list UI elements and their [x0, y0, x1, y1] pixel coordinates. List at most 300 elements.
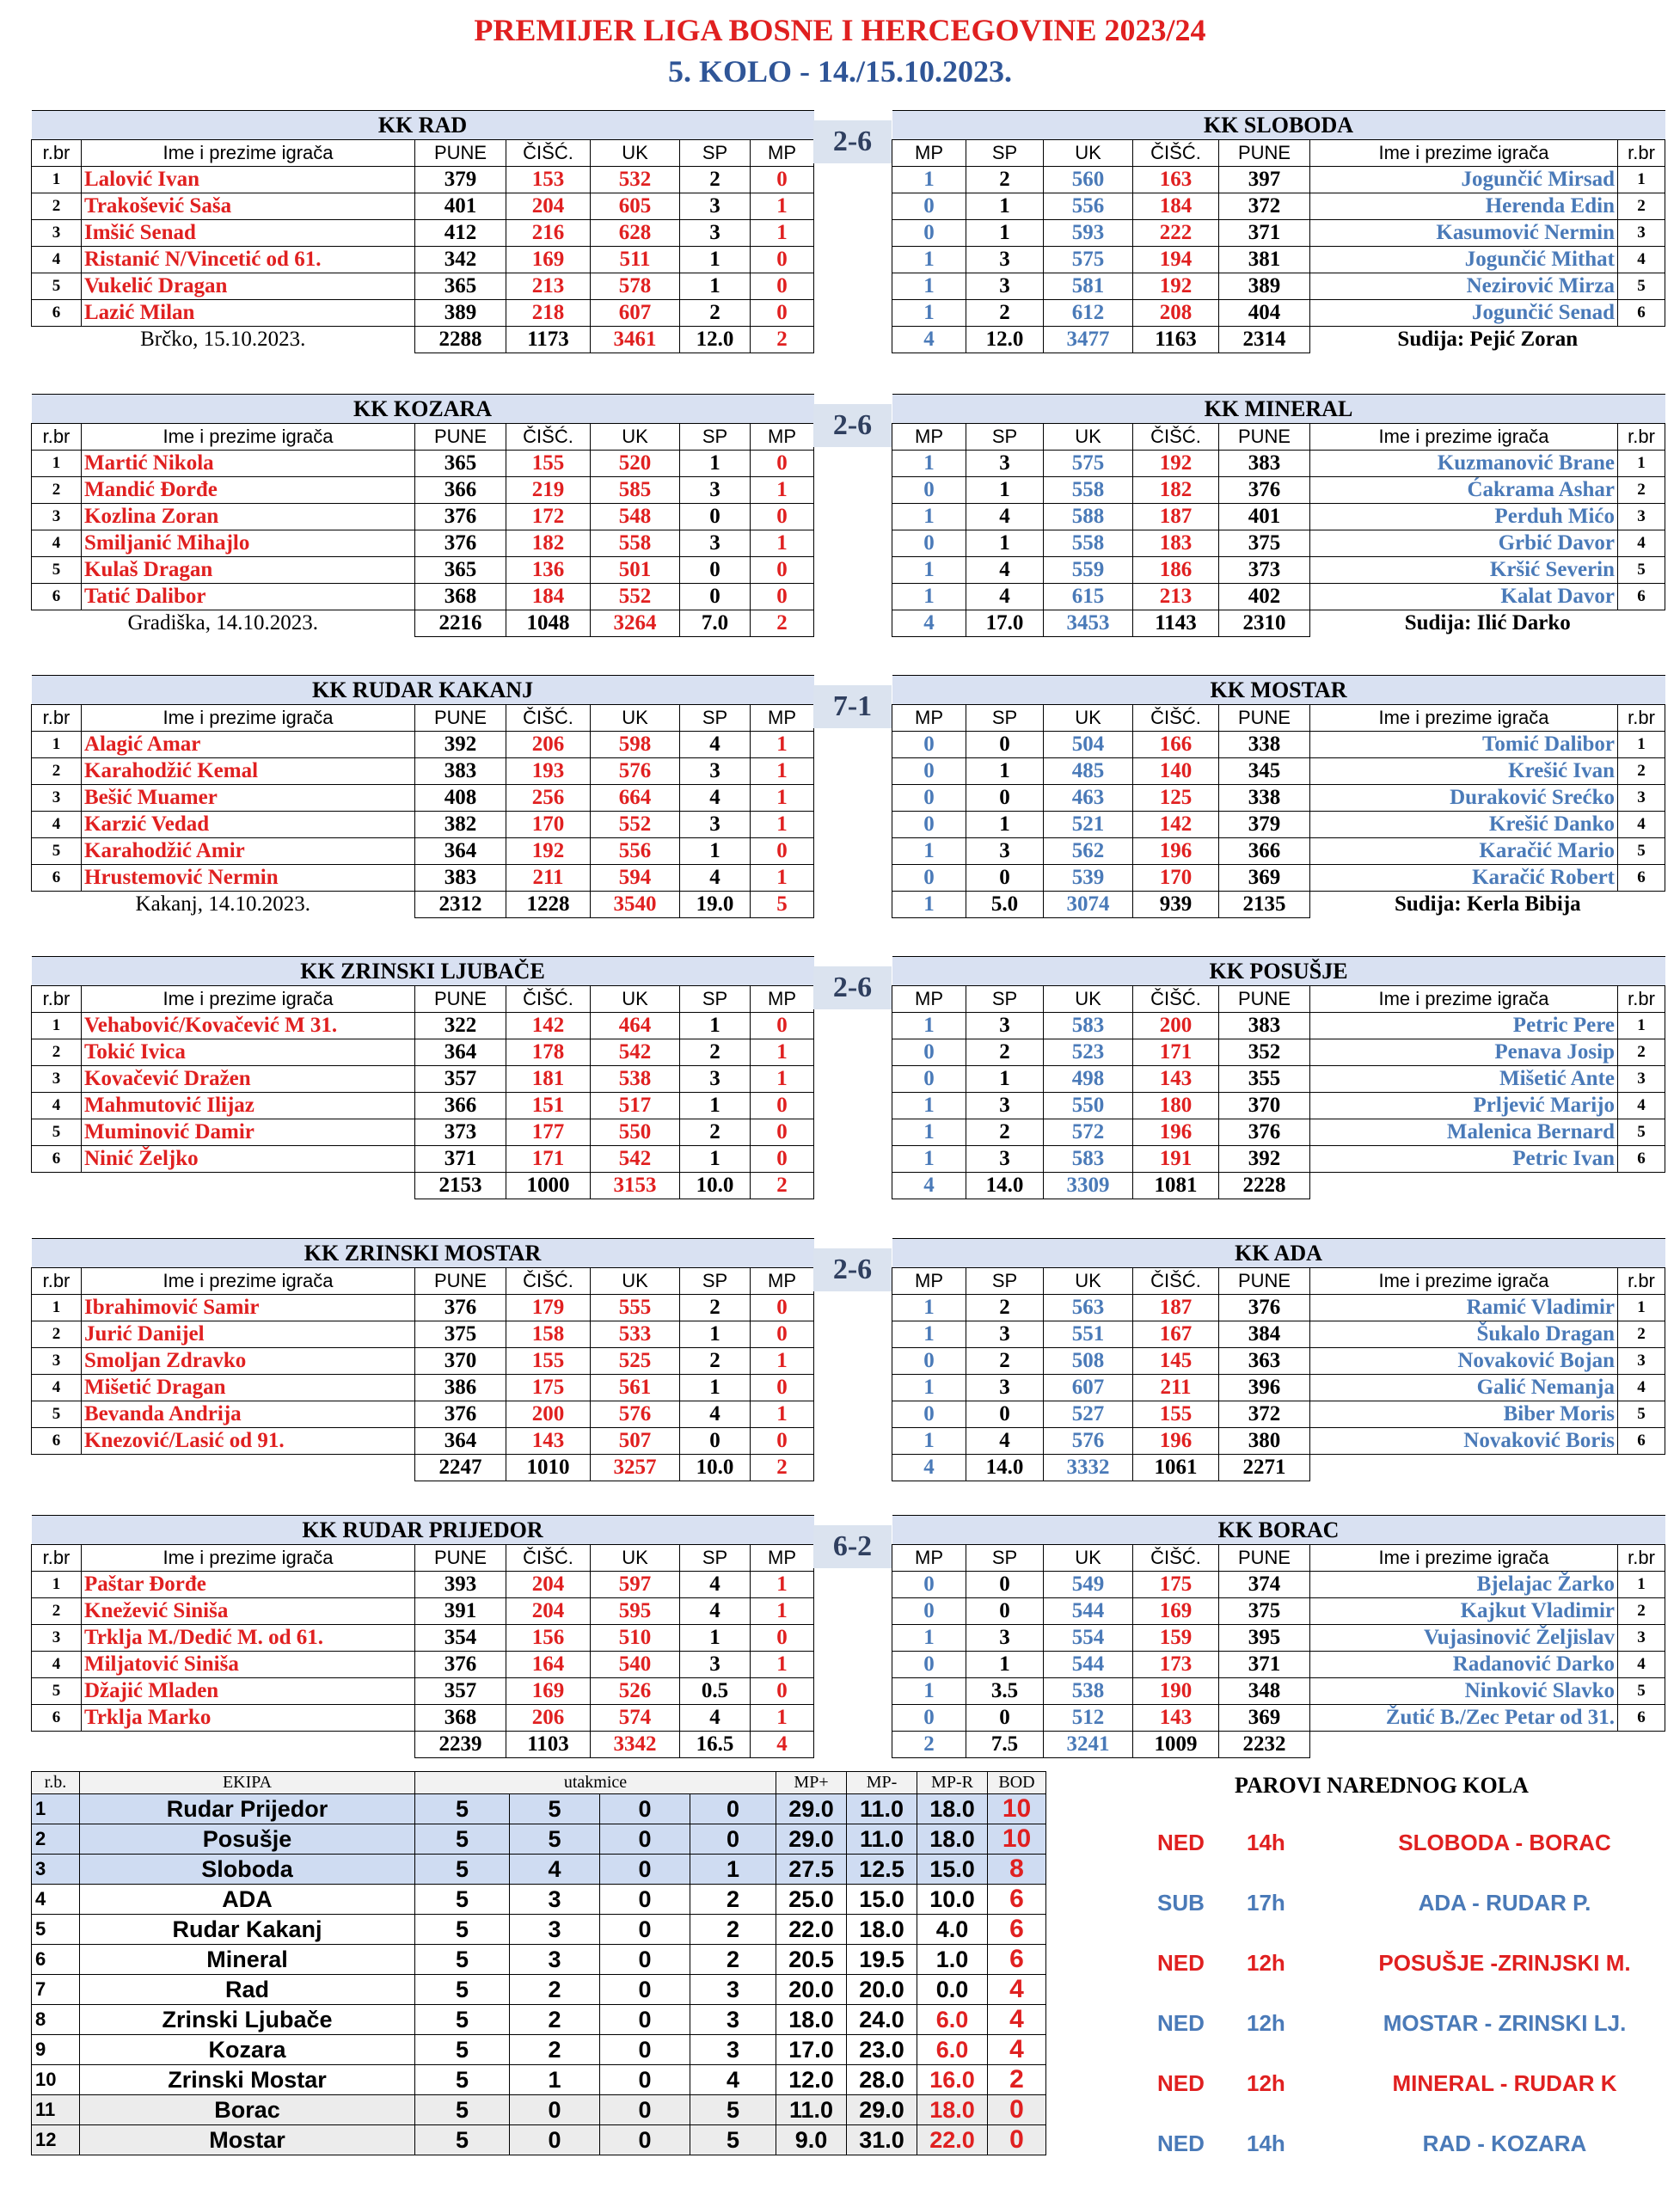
column-header: Ime i prezime igrača — [82, 140, 415, 167]
player-uk: 664 — [591, 785, 680, 812]
player-mp: 0 — [751, 247, 814, 273]
player-uk: 574 — [591, 1705, 680, 1732]
player-sp: 0 — [966, 1572, 1044, 1598]
player-row — [32, 167, 814, 193]
column-header: MP — [892, 1545, 966, 1572]
player-cisc: 142 — [506, 1013, 591, 1039]
fixture-row — [1144, 2010, 1659, 2045]
standing-games: 5 — [415, 1975, 510, 2005]
player-uk: 525 — [591, 1348, 680, 1375]
total-uk: 3257 — [591, 1455, 680, 1481]
player-sp: 4 — [680, 865, 751, 892]
standing-mp-r: 15.0 — [917, 1855, 988, 1885]
player-number: 3 — [1618, 220, 1665, 247]
player-sp: 2 — [680, 167, 751, 193]
player-number: 5 — [1618, 1401, 1665, 1428]
home-team-header — [32, 1239, 814, 1268]
player-pune: 412 — [415, 220, 506, 247]
player-number: 3 — [32, 1348, 82, 1375]
standing-mp-plus: 20.5 — [776, 1945, 847, 1975]
home-total-row — [32, 1455, 814, 1481]
column-header: UK — [1044, 1268, 1133, 1295]
standing-wins: 1 — [510, 2065, 600, 2095]
total-mp: 2 — [751, 610, 814, 637]
player-number: 4 — [32, 1652, 82, 1678]
away-team-table — [892, 675, 1665, 918]
total-pune: 2228 — [1219, 1173, 1310, 1199]
standing-mp-plus: 9.0 — [776, 2125, 847, 2155]
player-row — [32, 1705, 814, 1732]
column-header: Ime i prezime igrača — [82, 1268, 415, 1295]
player-mp: 1 — [892, 557, 966, 584]
standing-wins: 0 — [510, 2125, 600, 2155]
column-header: Ime i prezime igrača — [82, 986, 415, 1013]
player-mp: 0 — [751, 273, 814, 300]
player-mp: 0 — [892, 1598, 966, 1625]
player-mp: 0 — [751, 838, 814, 865]
player-sp: 2 — [966, 1119, 1044, 1146]
fixture-time: 14h — [1247, 1830, 1285, 1855]
player-number: 1 — [1618, 451, 1665, 477]
player-sp: 0 — [966, 732, 1044, 758]
home-team-name: KK RUDAR KAKANJ — [32, 676, 814, 705]
away-team-table — [892, 1515, 1665, 1758]
standing-draws: 0 — [600, 1945, 690, 1975]
player-mp: 1 — [892, 1013, 966, 1039]
player-mp: 0 — [892, 1572, 966, 1598]
total-sp: 5.0 — [966, 892, 1044, 918]
player-number: 2 — [1618, 477, 1665, 504]
fixture-day: NED — [1157, 2130, 1205, 2156]
player-cisc: 193 — [506, 758, 591, 785]
player-sp: 4 — [680, 732, 751, 758]
standings-row — [32, 1885, 1046, 1915]
player-uk: 556 — [1044, 193, 1133, 220]
player-number: 3 — [32, 504, 82, 530]
player-row — [32, 451, 814, 477]
player-sp: 1 — [680, 1625, 751, 1652]
total-pune: 2239 — [415, 1732, 506, 1758]
player-uk: 555 — [591, 1295, 680, 1321]
player-name: Šukalo Dragan — [1310, 1321, 1618, 1348]
player-row — [892, 584, 1665, 610]
standing-mp-plus: 11.0 — [776, 2095, 847, 2125]
player-number: 1 — [32, 1013, 82, 1039]
player-mp: 1 — [751, 1401, 814, 1428]
standing-mp-minus: 28.0 — [847, 2065, 917, 2095]
fixture-row — [1144, 2130, 1659, 2165]
away-team-table — [892, 110, 1665, 353]
player-number: 3 — [32, 220, 82, 247]
player-cisc: 196 — [1133, 1428, 1219, 1455]
standing-wins: 3 — [510, 1885, 600, 1915]
player-cisc: 208 — [1133, 300, 1219, 327]
column-header: Ime i prezime igrača — [1310, 1545, 1618, 1572]
away-team-header — [892, 111, 1665, 140]
player-number: 3 — [1618, 785, 1665, 812]
home-team-header — [32, 111, 814, 140]
column-header: r.br — [1618, 1545, 1665, 1572]
player-number: 3 — [1618, 504, 1665, 530]
player-cisc: 192 — [506, 838, 591, 865]
player-name: Ninić Željko — [82, 1146, 415, 1173]
player-pune: 389 — [415, 300, 506, 327]
player-cisc: 169 — [506, 1678, 591, 1705]
player-sp: 3 — [966, 247, 1044, 273]
player-name: Žutić B./Zec Petar od 31. — [1310, 1705, 1618, 1732]
column-header: Ime i prezime igrača — [82, 705, 415, 732]
player-number: 4 — [32, 812, 82, 838]
player-number: 4 — [1618, 1093, 1665, 1119]
header-bod: BOD — [988, 1772, 1046, 1794]
player-pune: 391 — [415, 1598, 506, 1625]
player-name: Hrustemović Nermin — [82, 865, 415, 892]
player-row — [32, 1598, 814, 1625]
player-cisc: 211 — [1133, 1375, 1219, 1401]
standing-mp-minus: 15.0 — [847, 1885, 917, 1915]
player-name: Tomić Dalibor — [1310, 732, 1618, 758]
column-header: Ime i prezime igrača — [1310, 705, 1618, 732]
player-pune: 371 — [1219, 1652, 1310, 1678]
standing-mp-minus: 12.5 — [847, 1855, 917, 1885]
away-total-row — [892, 1173, 1665, 1199]
standing-losses: 0 — [690, 1824, 776, 1855]
player-uk: 607 — [591, 300, 680, 327]
player-uk: 559 — [1044, 557, 1133, 584]
player-sp: 4 — [680, 1401, 751, 1428]
player-uk: 508 — [1044, 1348, 1133, 1375]
standing-rank: 8 — [32, 2005, 80, 2035]
player-cisc: 187 — [1133, 1295, 1219, 1321]
player-sp: 2 — [680, 300, 751, 327]
standing-rank: 2 — [32, 1824, 80, 1855]
player-uk: 512 — [1044, 1705, 1133, 1732]
player-name: Vujasinović Željislav — [1310, 1625, 1618, 1652]
player-row — [32, 1375, 814, 1401]
standing-team: Mineral — [80, 1945, 415, 1975]
player-mp: 0 — [751, 300, 814, 327]
player-uk: 598 — [591, 732, 680, 758]
player-cisc: 140 — [1133, 758, 1219, 785]
player-pune: 371 — [1219, 220, 1310, 247]
player-name: Novaković Boris — [1310, 1428, 1618, 1455]
match-place-date: Kakanj, 14.10.2023. — [135, 892, 310, 917]
player-name: Malenica Bernard — [1310, 1119, 1618, 1146]
column-header: ČIŠĆ. — [1133, 1545, 1219, 1572]
player-cisc: 169 — [506, 247, 591, 273]
player-name: Bešić Muamer — [82, 785, 415, 812]
player-cisc: 192 — [1133, 273, 1219, 300]
player-name: Mahmutović Ilijaz — [82, 1093, 415, 1119]
column-header: SP — [966, 1268, 1044, 1295]
player-name: Mišetić Dragan — [82, 1375, 415, 1401]
standing-losses: 2 — [690, 1945, 776, 1975]
player-name: Jogunčić Mirsad — [1310, 167, 1618, 193]
standing-mp-minus: 19.5 — [847, 1945, 917, 1975]
player-row — [32, 785, 814, 812]
player-number: 3 — [32, 1066, 82, 1093]
player-pune: 368 — [415, 1705, 506, 1732]
standing-mp-plus: 22.0 — [776, 1915, 847, 1945]
player-cisc: 183 — [1133, 530, 1219, 557]
player-pune: 386 — [415, 1375, 506, 1401]
player-name: Karahodžić Kemal — [82, 758, 415, 785]
player-sp: 4 — [680, 1705, 751, 1732]
away-column-headers — [892, 705, 1665, 732]
player-sp: 4 — [966, 1428, 1044, 1455]
total-mp: 4 — [892, 327, 966, 353]
player-row — [892, 758, 1665, 785]
player-pune: 376 — [1219, 477, 1310, 504]
away-total-row — [892, 327, 1665, 353]
player-mp: 0 — [751, 1119, 814, 1146]
player-row — [32, 732, 814, 758]
player-sp: 3 — [680, 758, 751, 785]
player-sp: 0 — [966, 865, 1044, 892]
player-name: Ćakrama Ashar — [1310, 477, 1618, 504]
player-row — [892, 1705, 1665, 1732]
away-total-row — [892, 610, 1665, 637]
player-name: Trklja M./Dedić M. od 61. — [82, 1625, 415, 1652]
home-team-name: KK KOZARA — [32, 395, 814, 424]
referee: Sudija: Kerla Bibija — [1394, 892, 1581, 917]
player-mp: 0 — [751, 1428, 814, 1455]
player-pune: 373 — [415, 1119, 506, 1146]
player-name: Grbić Davor — [1310, 530, 1618, 557]
standing-wins: 5 — [510, 1824, 600, 1855]
player-cisc: 218 — [506, 300, 591, 327]
player-sp: 3 — [966, 451, 1044, 477]
standing-games: 5 — [415, 1915, 510, 1945]
player-cisc: 191 — [1133, 1146, 1219, 1173]
player-pune: 401 — [1219, 504, 1310, 530]
player-name: Perduh Mićo — [1310, 504, 1618, 530]
player-cisc: 156 — [506, 1625, 591, 1652]
player-sp: 0 — [966, 785, 1044, 812]
player-number: 3 — [32, 785, 82, 812]
total-uk: 3309 — [1044, 1173, 1133, 1199]
player-sp: 2 — [680, 1039, 751, 1066]
player-pune: 379 — [415, 167, 506, 193]
player-number: 6 — [1618, 865, 1665, 892]
standing-draws: 0 — [600, 1885, 690, 1915]
player-uk: 501 — [591, 557, 680, 584]
player-row — [892, 1066, 1665, 1093]
standing-mp-plus: 18.0 — [776, 2005, 847, 2035]
away-team-header — [892, 1516, 1665, 1545]
fixture-time: 14h — [1247, 2130, 1285, 2156]
player-pune: 392 — [415, 732, 506, 758]
player-pune: 363 — [1219, 1348, 1310, 1375]
player-sp: 1 — [966, 812, 1044, 838]
home-team-table — [31, 1238, 814, 1481]
player-mp: 1 — [892, 584, 966, 610]
player-row — [32, 1013, 814, 1039]
player-mp: 0 — [751, 1625, 814, 1652]
player-name: Kuzmanović Brane — [1310, 451, 1618, 477]
player-name: Smiljanić Mihajlo — [82, 530, 415, 557]
player-row — [892, 1348, 1665, 1375]
match-score: 2-6 — [813, 404, 892, 447]
player-name: Krešić Danko — [1310, 812, 1618, 838]
column-header: SP — [966, 1545, 1044, 1572]
player-cisc: 182 — [506, 530, 591, 557]
column-header: Ime i prezime igrača — [82, 1545, 415, 1572]
player-uk: 581 — [1044, 273, 1133, 300]
player-row — [892, 1572, 1665, 1598]
player-row — [32, 758, 814, 785]
standing-mp-r: 6.0 — [917, 2005, 988, 2035]
player-mp: 1 — [751, 812, 814, 838]
player-number: 4 — [1618, 1375, 1665, 1401]
standing-games: 5 — [415, 2005, 510, 2035]
player-cisc: 184 — [1133, 193, 1219, 220]
fixture-time: 17h — [1247, 1890, 1285, 1916]
away-column-headers — [892, 424, 1665, 451]
player-mp: 0 — [892, 1652, 966, 1678]
standing-points: 6 — [988, 1915, 1046, 1945]
standing-team: Borac — [80, 2095, 415, 2125]
player-mp: 0 — [892, 477, 966, 504]
player-uk: 593 — [1044, 220, 1133, 247]
total-pune: 2271 — [1219, 1455, 1310, 1481]
player-sp: 3 — [966, 1375, 1044, 1401]
total-mp: 5 — [751, 892, 814, 918]
standings-header — [32, 1772, 1046, 1794]
column-header: ČIŠĆ. — [1133, 140, 1219, 167]
player-number: 1 — [1618, 167, 1665, 193]
player-number: 6 — [32, 1705, 82, 1732]
standing-wins: 2 — [510, 2035, 600, 2065]
standing-mp-r: 4.0 — [917, 1915, 988, 1945]
home-team-name: KK RUDAR PRIJEDOR — [32, 1516, 814, 1545]
column-header: Ime i prezime igrača — [1310, 140, 1618, 167]
home-team-header — [32, 676, 814, 705]
standing-losses: 3 — [690, 1975, 776, 2005]
player-mp: 0 — [751, 1375, 814, 1401]
column-header: UK — [1044, 140, 1133, 167]
player-pune: 369 — [1219, 865, 1310, 892]
player-name: Trklja Marko — [82, 1705, 415, 1732]
player-number: 4 — [1618, 812, 1665, 838]
column-header: PUNE — [415, 986, 506, 1013]
player-cisc: 222 — [1133, 220, 1219, 247]
player-cisc: 143 — [1133, 1066, 1219, 1093]
home-total-row — [32, 892, 814, 918]
standing-games: 5 — [415, 2095, 510, 2125]
standing-games: 5 — [415, 1794, 510, 1824]
column-header: PUNE — [415, 424, 506, 451]
player-sp: 4 — [680, 1572, 751, 1598]
player-mp: 1 — [892, 451, 966, 477]
player-pune: 381 — [1219, 247, 1310, 273]
column-header: MP — [751, 986, 814, 1013]
standing-losses: 4 — [690, 2065, 776, 2095]
player-uk: 583 — [1044, 1013, 1133, 1039]
player-pune: 371 — [415, 1146, 506, 1173]
player-mp: 1 — [892, 504, 966, 530]
total-sp: 17.0 — [966, 610, 1044, 637]
player-pune: 375 — [1219, 1598, 1310, 1625]
player-mp: 0 — [892, 1348, 966, 1375]
player-sp: 1 — [680, 1093, 751, 1119]
standing-points: 4 — [988, 1975, 1046, 2005]
standing-losses: 2 — [690, 1915, 776, 1945]
player-number: 6 — [1618, 1428, 1665, 1455]
standings-row — [32, 1824, 1046, 1855]
total-cisc: 1009 — [1133, 1732, 1219, 1758]
total-pune: 2153 — [415, 1173, 506, 1199]
player-row — [32, 1295, 814, 1321]
total-uk: 3461 — [591, 327, 680, 353]
player-row — [32, 1625, 814, 1652]
standing-mp-minus: 20.0 — [847, 1975, 917, 2005]
player-sp: 1 — [966, 477, 1044, 504]
total-sp: 7.5 — [966, 1732, 1044, 1758]
player-uk: 595 — [591, 1598, 680, 1625]
player-mp: 1 — [751, 1572, 814, 1598]
player-uk: 504 — [1044, 732, 1133, 758]
standing-team: Mostar — [80, 2125, 415, 2155]
column-header: r.br — [32, 424, 82, 451]
column-header: SP — [966, 424, 1044, 451]
player-sp: 0 — [966, 1401, 1044, 1428]
column-header: PUNE — [1219, 140, 1310, 167]
player-mp: 1 — [751, 1652, 814, 1678]
player-row — [892, 1625, 1665, 1652]
player-sp: 4 — [966, 584, 1044, 610]
player-row — [32, 1348, 814, 1375]
total-mp: 4 — [892, 1173, 966, 1199]
home-column-headers — [32, 986, 814, 1013]
standing-wins: 2 — [510, 2005, 600, 2035]
column-header: Ime i prezime igrača — [82, 424, 415, 451]
player-pune: 364 — [415, 1428, 506, 1455]
player-mp: 0 — [892, 1066, 966, 1093]
standing-wins: 3 — [510, 1945, 600, 1975]
player-row — [892, 1039, 1665, 1066]
match-score: 7-1 — [813, 685, 892, 728]
player-name: Karačić Mario — [1310, 838, 1618, 865]
player-number: 2 — [1618, 1039, 1665, 1066]
match-score: 2-6 — [813, 120, 892, 163]
player-sp: 1 — [966, 1652, 1044, 1678]
standing-wins: 5 — [510, 1794, 600, 1824]
standing-points: 2 — [988, 2065, 1046, 2095]
standing-mp-plus: 25.0 — [776, 1885, 847, 1915]
fixture-day: NED — [1157, 1950, 1205, 1976]
player-sp: 2 — [680, 1119, 751, 1146]
standing-losses: 2 — [690, 1885, 776, 1915]
player-sp: 2 — [680, 1348, 751, 1375]
player-number: 5 — [1618, 557, 1665, 584]
player-sp: 2 — [966, 1348, 1044, 1375]
player-pune: 366 — [415, 477, 506, 504]
player-mp: 0 — [892, 812, 966, 838]
total-mp: 2 — [751, 1173, 814, 1199]
player-pune: 365 — [415, 273, 506, 300]
fixture-pair: MINERAL - RUDAR K — [1392, 2070, 1617, 2096]
player-uk: 485 — [1044, 758, 1133, 785]
standings-row — [32, 2065, 1046, 2095]
player-row — [32, 273, 814, 300]
standing-points: 0 — [988, 2095, 1046, 2125]
column-header: SP — [966, 140, 1044, 167]
player-number: 5 — [32, 557, 82, 584]
player-uk: 544 — [1044, 1598, 1133, 1625]
match-block — [31, 675, 1665, 936]
column-header: MP — [751, 1268, 814, 1295]
